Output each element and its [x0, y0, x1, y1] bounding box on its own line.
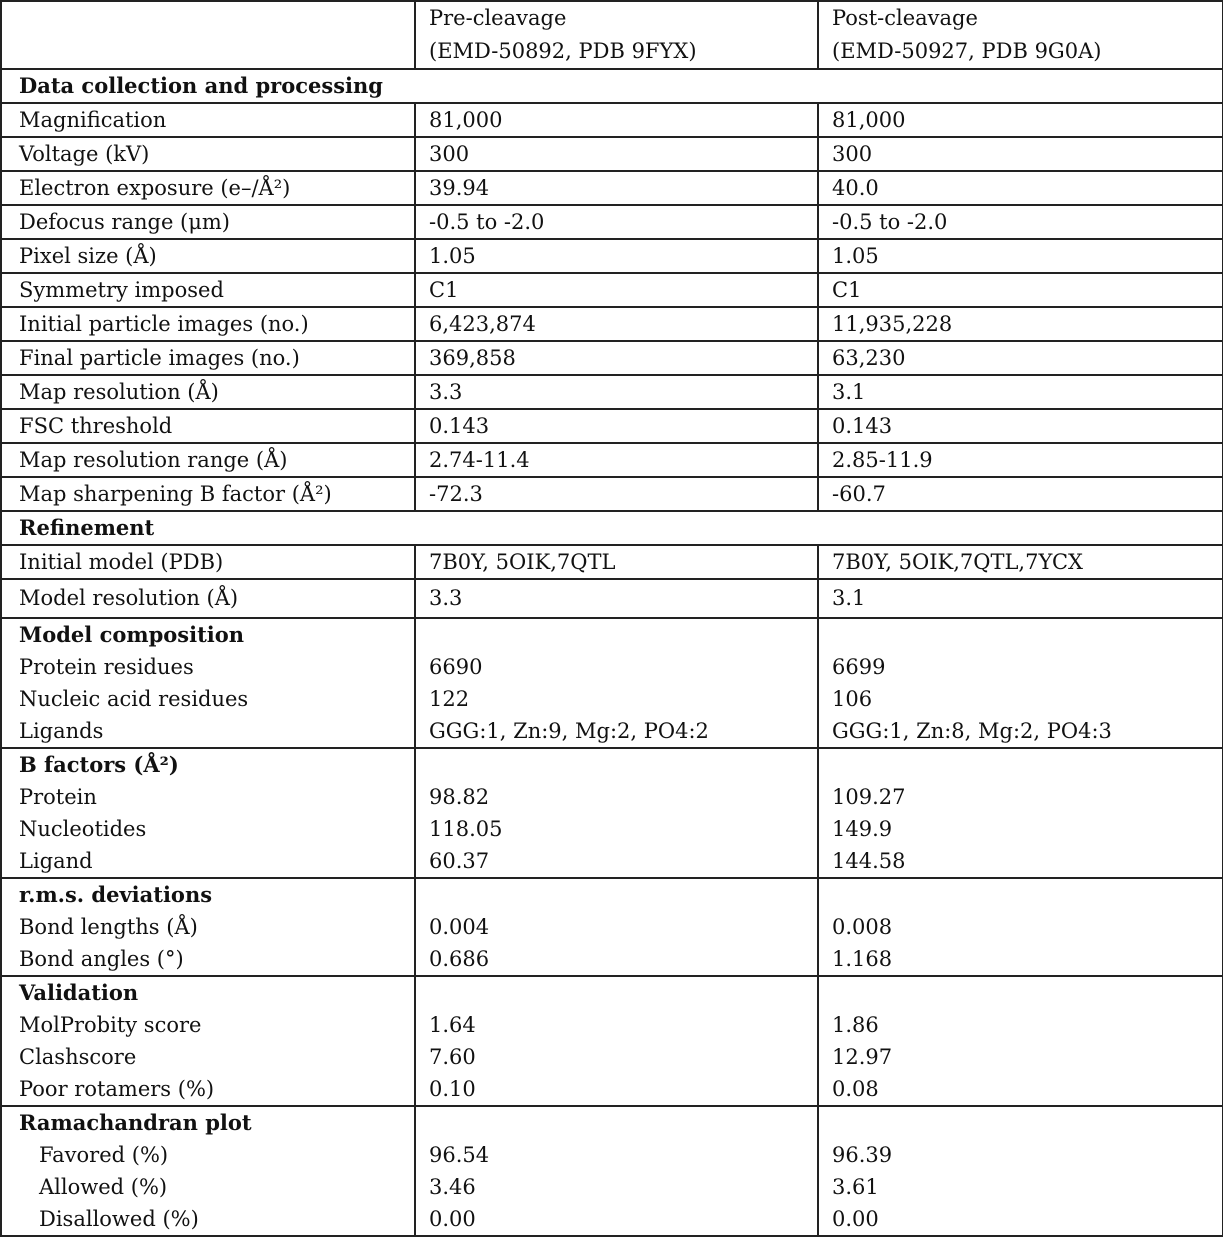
pre-cleavage-value-cell: [415, 307, 818, 341]
row-label: Defocus range (μm): [19, 210, 230, 234]
group-item-label: Clashscore: [19, 1045, 137, 1069]
post-cleavage-value-cell: [818, 409, 1223, 443]
post-cleavage-value: 6699: [832, 655, 886, 679]
row-label: Map resolution range (Å): [19, 448, 288, 472]
post-cleavage-value-cell: [818, 137, 1223, 171]
group-title: B factors (Å²): [19, 752, 179, 777]
header-empty-cell: [1, 1, 415, 69]
group-title: Validation: [19, 980, 139, 1005]
pre-cleavage-value: 81,000: [429, 108, 503, 132]
pre-cleavage-value: 118.05: [429, 817, 503, 841]
row-label: Electron exposure (e–/Å²): [19, 176, 291, 200]
pre-cleavage-value-cell: [415, 545, 818, 579]
refinement-rows: [1, 545, 1223, 618]
pre-cleavage-value-cell: [415, 878, 818, 976]
post-cleavage-value: GGG:1, Zn:8, Mg:2, PO4:3: [832, 719, 1112, 743]
post-cleavage-value: 3.1: [832, 380, 866, 404]
group-item-label: Disallowed (%): [39, 1207, 199, 1231]
pre-cleavage-value: 3.3: [429, 380, 463, 404]
pre-cleavage-value-cell: [415, 375, 818, 409]
header-pre-ids: (EMD-50892, PDB 9FYX): [429, 39, 697, 63]
pre-cleavage-value-cell: [415, 239, 818, 273]
pre-cleavage-value: -0.5 to -2.0: [429, 210, 545, 234]
section-title: Data collection and processing: [19, 73, 383, 98]
post-cleavage-value: 0.00: [832, 1207, 879, 1231]
row-label: Model resolution (Å): [19, 586, 239, 610]
group-label-cell: [1, 976, 415, 1106]
row-label-cell: [1, 307, 415, 341]
table-row: [1, 443, 1223, 477]
group-row-validation: [1, 976, 1223, 1106]
header-post-ids: (EMD-50927, PDB 9G0A): [832, 39, 1102, 63]
pre-cleavage-value: 2.74-11.4: [429, 448, 530, 472]
row-label-cell: [1, 205, 415, 239]
group-label-cell: [1, 878, 415, 976]
row-label: Initial model (PDB): [19, 550, 224, 574]
group-spacer: [429, 977, 813, 1009]
pre-cleavage-value: 6,423,874: [429, 312, 536, 336]
post-cleavage-value: 1.168: [832, 947, 893, 971]
post-cleavage-value: 2.85-11.9: [832, 448, 933, 472]
group-title: Ramachandran plot: [19, 1110, 252, 1135]
row-label-cell: [1, 239, 415, 273]
group-spacer: [429, 619, 813, 651]
table-row: [1, 239, 1223, 273]
pre-cleavage-value: 7B0Y, 5OIK,7QTL: [429, 550, 616, 574]
pre-cleavage-value-cell: [415, 103, 818, 137]
post-cleavage-value-cell: [818, 579, 1223, 618]
row-label-cell: [1, 579, 415, 618]
pre-cleavage-value-cell: [415, 341, 818, 375]
pre-cleavage-value-cell: [415, 409, 818, 443]
row-label: Map sharpening B factor (Å²): [19, 482, 332, 506]
table-row: [1, 579, 1223, 618]
pre-cleavage-value-cell: [415, 748, 818, 878]
row-label: Final particle images (no.): [19, 346, 300, 370]
section-refinement: [1, 511, 1223, 545]
pre-cleavage-value: 122: [429, 687, 470, 711]
pre-cleavage-value: 0.143: [429, 414, 490, 438]
pre-cleavage-value-cell: [415, 579, 818, 618]
row-label: Initial particle images (no.): [19, 312, 309, 336]
table-row: [1, 341, 1223, 375]
pre-cleavage-value: 96.54: [429, 1143, 490, 1167]
pre-cleavage-value: C1: [429, 278, 459, 302]
row-label-cell: [1, 341, 415, 375]
pre-cleavage-value-cell: [415, 1106, 818, 1236]
group-item-label: Nucleotides: [19, 817, 147, 841]
post-cleavage-value-cell: [818, 878, 1223, 976]
pre-cleavage-value: 300: [429, 142, 470, 166]
group-label-cell: [1, 618, 415, 748]
header-post-title: Post-cleavage: [832, 6, 978, 30]
group-row-composition: [1, 618, 1223, 748]
post-cleavage-value: 0.143: [832, 414, 893, 438]
pre-cleavage-value: 1.64: [429, 1013, 476, 1037]
pre-cleavage-value-cell: [415, 618, 818, 748]
row-label: Voltage (kV): [19, 142, 150, 166]
post-cleavage-value-cell: [818, 171, 1223, 205]
post-cleavage-value-cell: [818, 341, 1223, 375]
post-cleavage-value-cell: [818, 239, 1223, 273]
pre-cleavage-value: 0.00: [429, 1207, 476, 1231]
table-row: [1, 477, 1223, 511]
pre-cleavage-value: 60.37: [429, 849, 490, 873]
pre-cleavage-value: 39.94: [429, 176, 490, 200]
post-cleavage-value: 144.58: [832, 849, 906, 873]
post-cleavage-value-cell: [818, 618, 1223, 748]
section-data-collection: [1, 69, 1223, 103]
post-cleavage-value-cell: [818, 748, 1223, 878]
post-cleavage-value: 12.97: [832, 1045, 893, 1069]
group-spacer: [832, 749, 1218, 781]
row-label-cell: [1, 103, 415, 137]
row-label: Pixel size (Å): [19, 244, 157, 268]
table-row: [1, 307, 1223, 341]
pre-cleavage-value: -72.3: [429, 482, 483, 506]
row-label: Symmetry imposed: [19, 278, 224, 302]
header-post-cleavage: [818, 1, 1223, 69]
row-label-cell: [1, 409, 415, 443]
group-item-label: Allowed (%): [39, 1175, 168, 1199]
row-label-cell: [1, 545, 415, 579]
row-label-cell: [1, 273, 415, 307]
pre-cleavage-value: 98.82: [429, 785, 490, 809]
section-row: [1, 511, 1223, 545]
post-cleavage-value: 1.86: [832, 1013, 879, 1037]
group-item-label: Ligands: [19, 719, 104, 743]
group-label-cell: [1, 748, 415, 878]
post-cleavage-value: -0.5 to -2.0: [832, 210, 948, 234]
group-spacer: [832, 879, 1218, 911]
post-cleavage-value-cell: [818, 375, 1223, 409]
table-row: [1, 171, 1223, 205]
table-row: [1, 375, 1223, 409]
header-pre-cleavage: [415, 1, 818, 69]
pre-cleavage-value-cell: [415, 171, 818, 205]
group-title: r.m.s. deviations: [19, 882, 213, 907]
group-spacer: [832, 977, 1218, 1009]
row-label-cell: [1, 137, 415, 171]
group-spacer: [429, 1107, 813, 1139]
table-row: [1, 205, 1223, 239]
group-title: Model composition: [19, 622, 245, 647]
post-cleavage-value: 40.0: [832, 176, 879, 200]
row-label: Map resolution (Å): [19, 380, 219, 404]
pre-cleavage-value-cell: [415, 137, 818, 171]
pre-cleavage-value: 0.004: [429, 915, 490, 939]
post-cleavage-value: 96.39: [832, 1143, 893, 1167]
pre-cleavage-value: 7.60: [429, 1045, 476, 1069]
group-item-label: Poor rotamers (%): [19, 1077, 215, 1101]
row-label-cell: [1, 477, 415, 511]
table-row: [1, 409, 1223, 443]
group-row-rmsd: [1, 878, 1223, 976]
pre-cleavage-value-cell: [415, 273, 818, 307]
table-row: [1, 545, 1223, 579]
table-row: [1, 273, 1223, 307]
pre-cleavage-value: 3.3: [429, 586, 463, 610]
pre-cleavage-value: 1.05: [429, 244, 476, 268]
post-cleavage-value-cell: [818, 976, 1223, 1106]
row-label: FSC threshold: [19, 414, 173, 438]
group-item-label: Ligand: [19, 849, 93, 873]
post-cleavage-value-cell: [818, 1106, 1223, 1236]
table-row: [1, 103, 1223, 137]
post-cleavage-value: -60.7: [832, 482, 886, 506]
post-cleavage-value: 81,000: [832, 108, 906, 132]
group-item-label: Bond angles (°): [19, 947, 184, 971]
post-cleavage-value: 109.27: [832, 785, 906, 809]
section-row: [1, 69, 1223, 103]
post-cleavage-value: 7B0Y, 5OIK,7QTL,7YCX: [832, 550, 1083, 574]
post-cleavage-value: 11,935,228: [832, 312, 953, 336]
post-cleavage-value: 0.08: [832, 1077, 879, 1101]
post-cleavage-value: C1: [832, 278, 862, 302]
post-cleavage-value-cell: [818, 443, 1223, 477]
post-cleavage-value-cell: [818, 103, 1223, 137]
group-spacer: [832, 1107, 1218, 1139]
header-row: [1, 1, 1223, 69]
post-cleavage-value: 3.61: [832, 1175, 879, 1199]
group-spacer: [429, 749, 813, 781]
post-cleavage-value-cell: [818, 205, 1223, 239]
row-label-cell: [1, 443, 415, 477]
group-row-ramachandran: [1, 1106, 1223, 1236]
section-title: Refinement: [19, 515, 155, 540]
post-cleavage-value: 0.008: [832, 915, 893, 939]
group-item-label: Bond lengths (Å): [19, 915, 198, 939]
post-cleavage-value: 106: [832, 687, 873, 711]
group-item-label: Protein residues: [19, 655, 194, 679]
row-label: Magnification: [19, 108, 167, 132]
pre-cleavage-value: 6690: [429, 655, 483, 679]
post-cleavage-value-cell: [818, 273, 1223, 307]
group-spacer: [832, 619, 1218, 651]
header-pre-title: Pre-cleavage: [429, 6, 567, 30]
pre-cleavage-value: 0.10: [429, 1077, 476, 1101]
pre-cleavage-value: 369,858: [429, 346, 516, 370]
post-cleavage-value-cell: [818, 545, 1223, 579]
post-cleavage-value-cell: [818, 477, 1223, 511]
group-spacer: [429, 879, 813, 911]
post-cleavage-value: 1.05: [832, 244, 879, 268]
pre-cleavage-value-cell: [415, 477, 818, 511]
pre-cleavage-value-cell: [415, 205, 818, 239]
post-cleavage-value: 63,230: [832, 346, 906, 370]
post-cleavage-value: 3.1: [832, 586, 866, 610]
group-item-label: Nucleic acid residues: [19, 687, 249, 711]
group-item-label: Protein: [19, 785, 97, 809]
group-row-bfactors: [1, 748, 1223, 878]
pre-cleavage-value: 3.46: [429, 1175, 476, 1199]
grouped-rows: [1, 618, 1223, 1236]
pre-cleavage-value: 0.686: [429, 947, 490, 971]
pre-cleavage-value-cell: [415, 976, 818, 1106]
row-label-cell: [1, 375, 415, 409]
data-collection-rows: [1, 103, 1223, 511]
group-label-cell: [1, 1106, 415, 1236]
group-item-label: MolProbity score: [19, 1013, 202, 1037]
pre-cleavage-value: GGG:1, Zn:9, Mg:2, PO4:2: [429, 719, 709, 743]
row-label-cell: [1, 171, 415, 205]
post-cleavage-value-cell: [818, 307, 1223, 341]
post-cleavage-value: 149.9: [832, 817, 893, 841]
group-item-label: Favored (%): [39, 1143, 169, 1167]
pre-cleavage-value-cell: [415, 443, 818, 477]
table-row: [1, 137, 1223, 171]
post-cleavage-value: 300: [832, 142, 873, 166]
